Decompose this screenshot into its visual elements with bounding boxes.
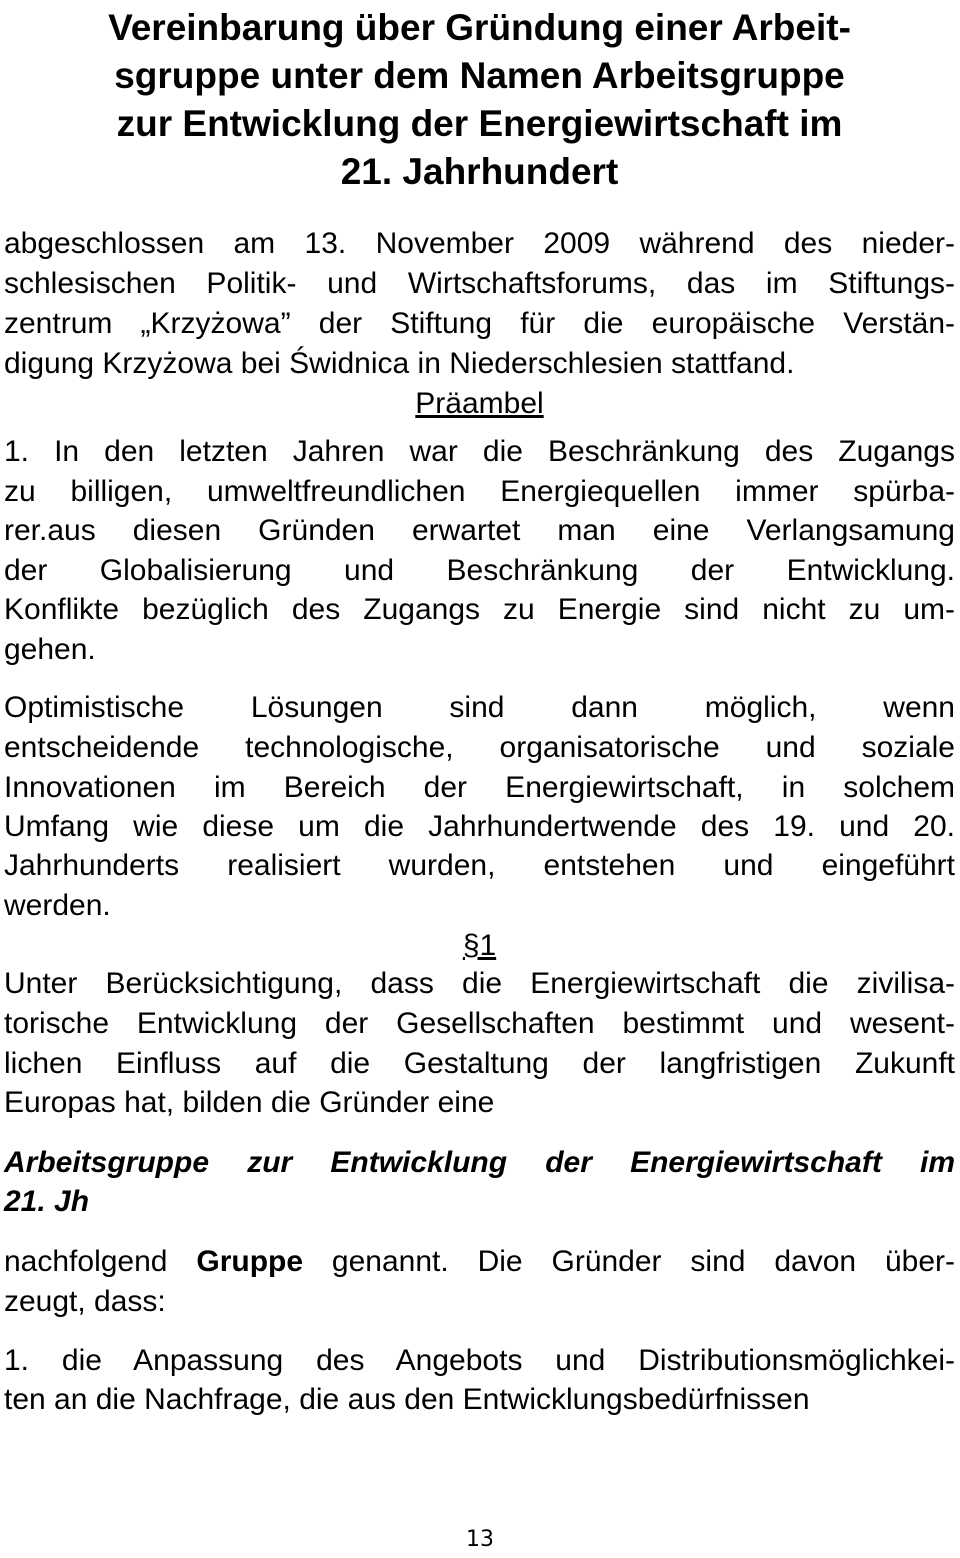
- preamble-p1-line-3: rer.aus diesen Gründen erwartet man eine Verlangsamung: [4, 514, 955, 547]
- group-name-line-1: Arbeitsgruppe zur Entwicklung der Energiewirtschaft im: [4, 1146, 955, 1179]
- preamble-p1-line-4: der Globalisierung und Beschränkung der Entwicklung.: [4, 554, 955, 587]
- document-title-line-4: 21. Jahrhundert: [340, 151, 619, 192]
- preamble-p1-line-1: 1. In den letzten Jahren war die Beschränkung des Zugangs: [4, 435, 955, 468]
- group-definition-line-1: [4, 1242, 955, 1282]
- preamble-p2-line-6: werden.: [4, 889, 111, 922]
- document-title-line-1: Vereinbarung über Gründung einer Arbeit-: [108, 7, 851, 48]
- item-1-line-2: ten an die Nachfrage, die aus den Entwicklungsbedürfnissen: [4, 1383, 810, 1416]
- section-1-line-2: torische Entwicklung der Gesellschaften bestimmt und wesent-: [4, 1007, 955, 1040]
- preamble-p2-line-3: Innovationen im Bereich der Energiewirtschaft, in solchem: [4, 771, 955, 804]
- document-title-line-3: zur Entwicklung der Energiewirtschaft im: [116, 103, 843, 144]
- preamble-heading: Präambel: [415, 387, 544, 420]
- page-number: 13: [466, 1527, 494, 1552]
- group-name-line-2: 21. Jh: [4, 1185, 90, 1218]
- section-1-heading: §1: [462, 929, 497, 962]
- group-definition-line-2: zeugt, dass:: [4, 1285, 166, 1318]
- section-1-line-3: lichen Einfluss auf die Gestaltung der langfristigen Zukunft: [4, 1047, 955, 1080]
- preamble-p1-line-5: Konflikte bezüglich des Zugangs zu Energie sind nicht zu um-: [4, 593, 955, 626]
- preamble-p2-line-1: Optimistische Lösungen sind dann möglich, wenn: [4, 691, 955, 724]
- preamble-p2-line-5: Jahrhunderts realisiert wurden, entstehen und eingeführt: [4, 849, 955, 882]
- item-1-line-1: 1. die Anpassung des Angebots und Distributionsmöglichkei-: [4, 1344, 955, 1377]
- intro-line-3: zentrum „Krzyżowa” der Stiftung für die europäische Verstän-: [4, 307, 955, 340]
- preamble-p2-line-4: Umfang wie diese um die Jahrhundertwende des 19. und 20.: [4, 810, 955, 843]
- group-definition-pre: nachfolgend: [4, 1245, 197, 1278]
- preamble-p1-line-2: zu billigen, umweltfreundlichen Energiequellen immer spürba-: [4, 475, 955, 508]
- preamble-p2-line-2: entscheidende technologische, organisatorische und soziale: [4, 731, 955, 764]
- group-term: Gruppe: [196, 1245, 304, 1278]
- group-definition-post: genannt. Die Gründer sind davon über-: [303, 1245, 956, 1278]
- document-title-line-2: sgruppe unter dem Namen Arbeitsgruppe: [114, 55, 845, 96]
- intro-line-1: abgeschlossen am 13. November 2009 während des nieder-: [4, 227, 955, 260]
- preamble-p1-line-6: gehen.: [4, 633, 96, 666]
- intro-line-4: digung Krzyżowa bei Świdnica in Niederschlesien stattfand.: [4, 347, 795, 380]
- intro-line-2: schlesischen Politik- und Wirtschaftsforums, das im Stiftungs-: [4, 267, 955, 300]
- section-1-line-1: Unter Berücksichtigung, dass die Energiewirtschaft die zivilisa-: [4, 967, 955, 1000]
- section-1-line-4: Europas hat, bilden die Gründer eine: [4, 1086, 495, 1119]
